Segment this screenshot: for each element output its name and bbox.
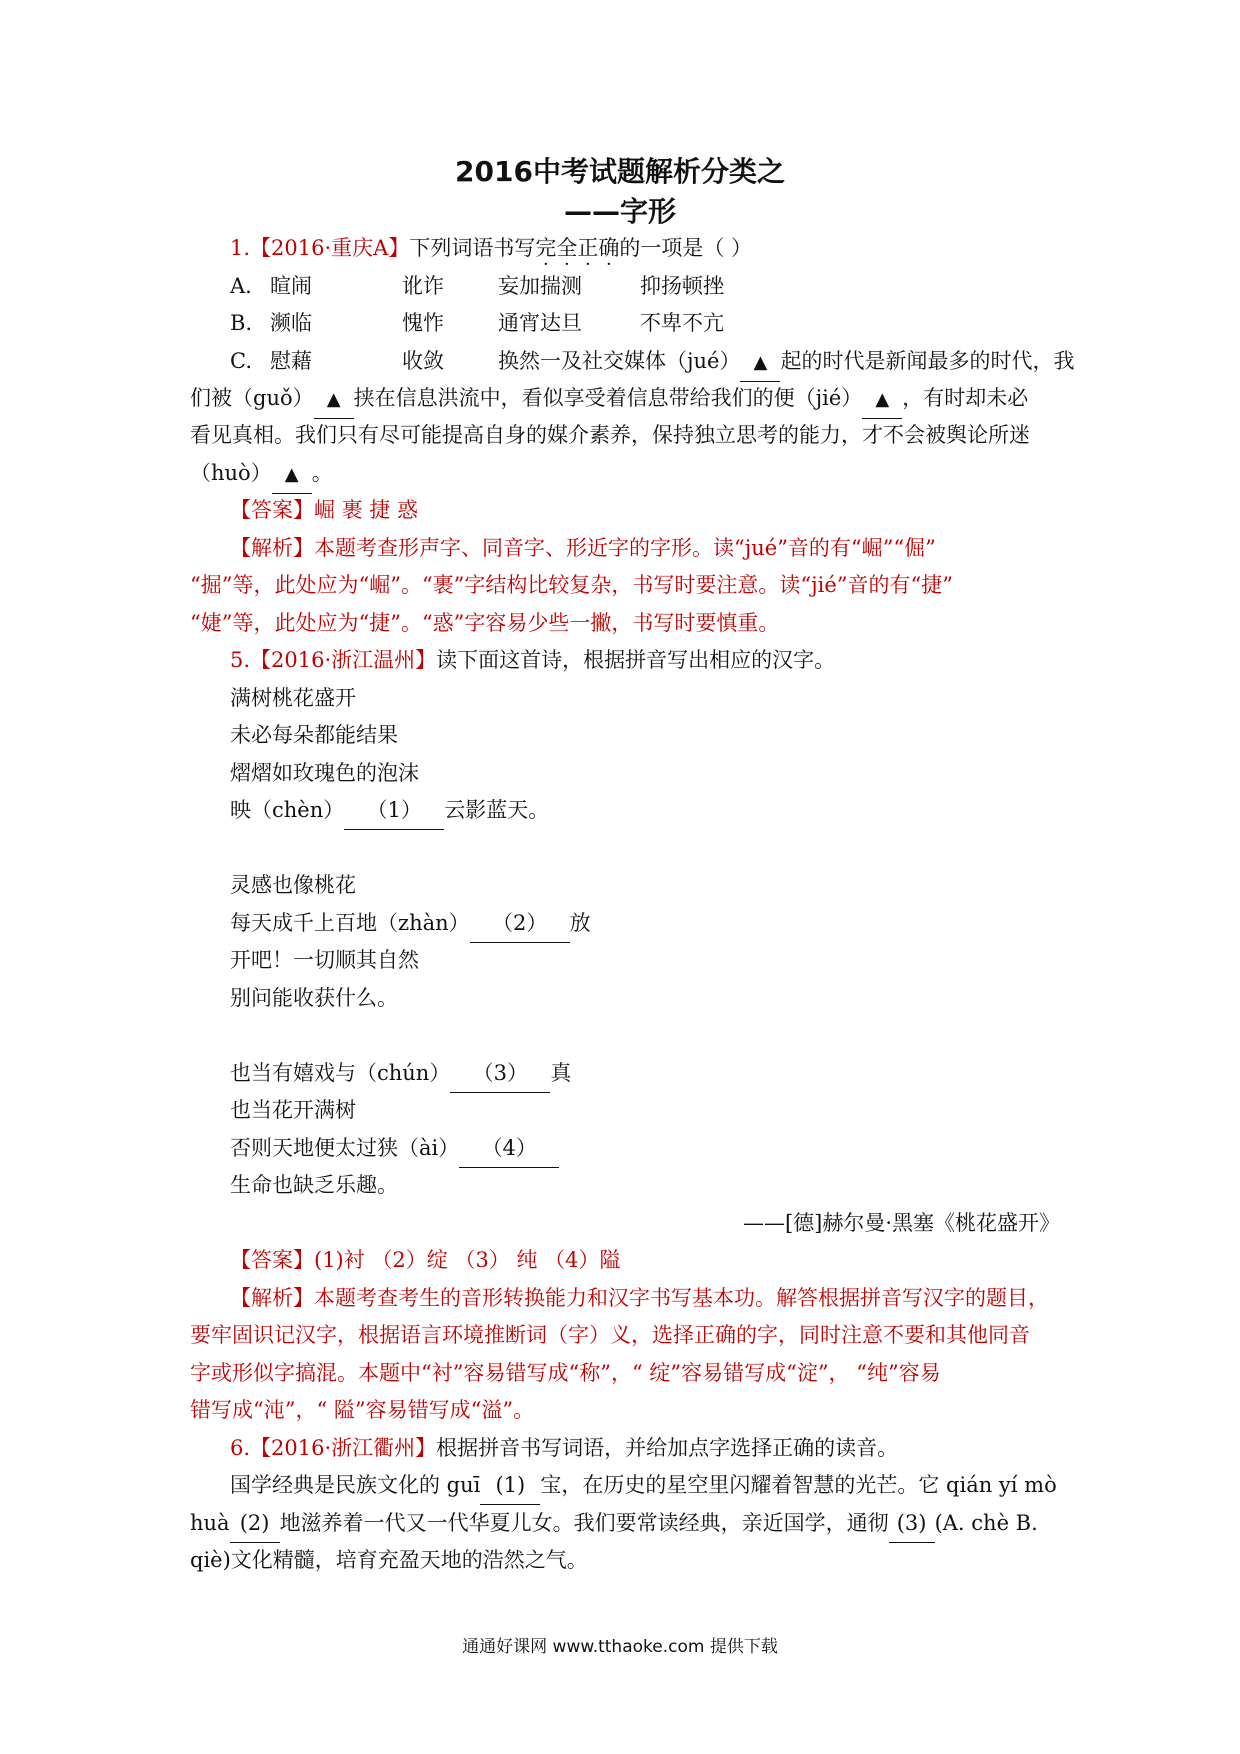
- passage-text: 地滋养着一代又一代华夏儿女。我们要常读经典，亲近国学，通彻: [279, 1511, 889, 1535]
- option-word: 讹诈: [402, 274, 444, 298]
- emphasis-char: 全: [556, 236, 578, 260]
- option-label: A.: [230, 274, 252, 298]
- poem-line: 也当花开满树: [230, 1098, 356, 1122]
- q1-number: 1.: [230, 236, 251, 260]
- poem-text: 放: [569, 911, 591, 935]
- q1-option-a: [230, 268, 1060, 305]
- q1-analysis-line-1: [230, 530, 1060, 567]
- answer-blank: （3）: [450, 1055, 550, 1093]
- passage-text: （huò）: [190, 461, 272, 485]
- q1-analysis-line-3: “婕”等，此处应为“捷”。“惑”字容易少些一撇，书写时要慎重。: [190, 611, 780, 635]
- passage-text: 国学经典是民族文化的 guī: [230, 1473, 481, 1497]
- answer-blank: (2): [230, 1505, 280, 1543]
- poem-text: 映（chèn）: [230, 798, 345, 822]
- option-label: B.: [230, 311, 253, 335]
- passage-text: ，有时却未必: [902, 386, 1029, 410]
- page-title: 2016中考试题解析分类之: [455, 155, 785, 188]
- answer-blank: （4）: [459, 1130, 559, 1168]
- poem-text: 每天成千上百地（zhàn）: [230, 911, 470, 935]
- answer-text: (1)衬 （2）绽 （3） 纯 （4）隘: [314, 1248, 621, 1272]
- q5-source: 【2016·浙江温州】: [250, 648, 437, 672]
- option-word: 慰藉: [270, 349, 312, 373]
- answer-blank: ▲: [272, 456, 312, 494]
- poem-line: 开吧！一切顺其自然: [230, 948, 419, 972]
- poem-line: [230, 1130, 1060, 1168]
- q1-option-b: [230, 305, 1060, 342]
- passage-text: 们被（guǒ）: [190, 386, 314, 410]
- q5-stem: [230, 642, 1060, 679]
- q5-analysis-line-4: 错写成“沌”，“ 隘”容易错写成“溢”。: [190, 1398, 535, 1422]
- poem-line: 熠熠如玫瑰色的泡沫: [230, 761, 419, 785]
- poem-line: [230, 792, 1060, 830]
- q1-stem-text: 下列词语书写: [409, 236, 536, 260]
- poem-line: 生命也缺乏乐趣。: [230, 1173, 398, 1197]
- poem-text: 也当有嬉戏与（chún）: [230, 1061, 451, 1085]
- analysis-tag: 【解析】: [230, 1286, 314, 1310]
- emphasis-char: 确: [598, 236, 620, 260]
- answer-blank: (3): [889, 1505, 935, 1543]
- option-word: 不卑不亢: [640, 311, 724, 335]
- poem-text: 真: [550, 1061, 572, 1085]
- poem-line: 未必每朵都能结果: [230, 723, 398, 747]
- poem-line: 别问能收获什么。: [230, 986, 398, 1010]
- option-word: 愧怍: [402, 311, 444, 335]
- q1-answer: [230, 492, 1060, 529]
- passage-text: 宝，在历史的星空里闪耀着智慧的光芒。它 qián yí mò: [540, 1473, 1057, 1497]
- passage-text: huà: [190, 1511, 230, 1535]
- option-word: 妄加揣测: [498, 274, 582, 298]
- q6-passage-line-3: qiè)文化精髓，培育充盈天地的浩然之气。: [190, 1548, 588, 1572]
- q1-emphasis-text: [535, 236, 619, 260]
- q1-passage-line-2: [190, 380, 1060, 419]
- passage-text: 起的时代是新闻最多的时代，我: [780, 349, 1075, 373]
- emphasis-char: 正: [577, 236, 599, 260]
- poem-text: 否则天地便太过狭（ài）: [230, 1136, 460, 1160]
- q5-answer: [230, 1242, 1060, 1279]
- q1-analysis-line-2: “掘”等，此处应为“崛”。“裹”字结构比较复杂，书写时要注意。读“jié”音的有“捷”: [190, 573, 954, 597]
- q1-source: 【2016·重庆A】: [250, 236, 410, 260]
- poem-text: 云影蓝天。: [444, 798, 550, 822]
- answer-blank: (1): [480, 1467, 540, 1505]
- q5-analysis-line-1: [230, 1280, 1060, 1317]
- q6-stem-text: 根据拼音书写词语，并给加点字选择正确的读音。: [436, 1436, 899, 1460]
- option-word: 通宵达旦: [498, 311, 582, 335]
- q1-option-c: [230, 343, 1075, 382]
- q1-stem: [230, 230, 1060, 267]
- option-word: 濒临: [270, 311, 312, 335]
- poem-line: [230, 905, 1060, 943]
- poem-line: [230, 1055, 1060, 1093]
- answer-text: 崛 裹 捷 惑: [314, 498, 419, 522]
- answer-blank: （2）: [470, 905, 570, 943]
- passage-text: 挟在信息洪流中，看似享受着信息带给我们的便（jié）: [353, 386, 863, 410]
- answer-blank: ▲: [740, 344, 780, 382]
- option-word: 暄闹: [270, 274, 312, 298]
- answer-tag: 【答案】: [230, 1248, 314, 1272]
- q1-emphasis: [535, 236, 619, 260]
- analysis-tag: 【解析】: [230, 536, 314, 560]
- poem-line: 满树桃花盛开: [230, 686, 356, 710]
- page-footer: 通通好课网 www.tthaoke.com 提供下载: [462, 1637, 778, 1657]
- answer-tag: 【答案】: [230, 498, 314, 522]
- analysis-text: 本题考查考生的音形转换能力和汉字书写基本功。解答根据拼音写汉字的题目，: [314, 1286, 1049, 1310]
- analysis-text: 本题考查形声字、同音字、形近字的字形。读“jué”音的有“崛”“倔”: [314, 536, 936, 560]
- q6-source: 【2016·浙江衢州】: [250, 1436, 437, 1460]
- passage-text: 换然一及社交媒体（jué）: [498, 349, 741, 373]
- q5-analysis-line-2: 要牢固识记汉字，根据语言环境推断词（字）义，选择正确的字，同时注意不要和其他同音: [190, 1323, 1030, 1347]
- passage-text: (A. chè B.: [934, 1511, 1038, 1535]
- q1-stem-end: 的一项是（ ）: [619, 236, 753, 260]
- answer-blank: ▲: [862, 381, 902, 419]
- q6-stem: [230, 1430, 1060, 1467]
- q1-passage-line-3: 看见真相。我们只有尽可能提高自身的媒介素养，保持独立思考的能力，才不会被舆论所迷: [190, 423, 1030, 447]
- q6-number: 6.: [230, 1436, 251, 1460]
- q6-passage-line-2: [190, 1505, 1060, 1543]
- answer-blank: （1）: [344, 792, 444, 830]
- emphasis-char: 完: [535, 236, 557, 260]
- q1-passage-line-4: [190, 455, 1060, 494]
- option-label: C.: [230, 349, 252, 373]
- q6-passage-line-1: [230, 1467, 1060, 1505]
- page-subtitle: ——字形: [563, 195, 676, 228]
- q5-stem-text: 读下面这首诗，根据拼音写出相应的汉字。: [436, 648, 836, 672]
- answer-blank: ▲: [314, 381, 354, 419]
- q5-number: 5.: [230, 648, 251, 672]
- poem-attribution: ——[德]赫尔曼·黑塞《桃花盛开》: [742, 1211, 1060, 1235]
- q5-analysis-line-3: 字或形似字搞混。本题中“衬”容易错写成“称”，“ 绽”容易错写成“淀”， “纯”容易: [190, 1361, 941, 1385]
- passage-text: 。: [311, 461, 333, 485]
- poem-line: 灵感也像桃花: [230, 873, 356, 897]
- option-word: 抑扬顿挫: [640, 274, 724, 298]
- option-word: 收敛: [402, 349, 444, 373]
